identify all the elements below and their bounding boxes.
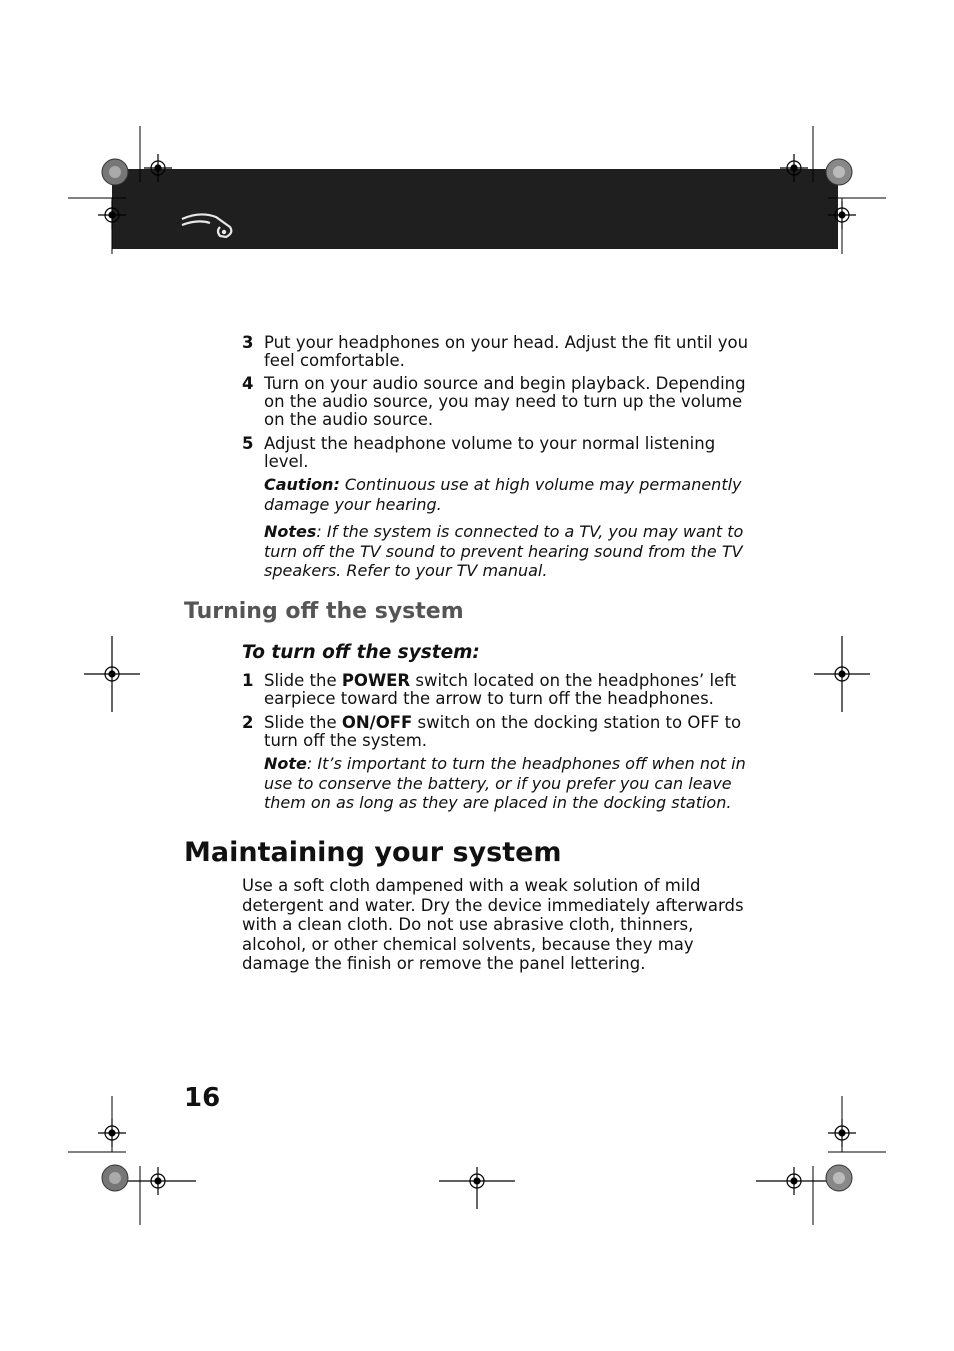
onoff-switch-label: ON/OFF xyxy=(341,713,413,732)
notes-note xyxy=(264,522,754,581)
step-text xyxy=(264,672,744,708)
page-number: 16 xyxy=(184,1083,221,1113)
step-text xyxy=(264,714,744,750)
step-text-pre: Slide the xyxy=(264,713,342,732)
step-number: 5 xyxy=(242,434,254,453)
main-heading: Maintaining your system xyxy=(184,837,562,868)
step-number: 4 xyxy=(242,374,254,393)
caution-label: Caution: xyxy=(264,475,340,494)
note-label: Note xyxy=(264,754,307,773)
power-switch-label: POWER xyxy=(341,671,411,690)
notes-label: Notes xyxy=(264,522,317,541)
caution-note xyxy=(264,475,754,514)
step-number: 3 xyxy=(242,333,254,352)
step-text-pre: Slide the xyxy=(264,671,342,690)
section-heading: Turning off the system xyxy=(184,599,464,624)
step-text: Adjust the headphone volume to your normal listening level. xyxy=(264,434,716,471)
step-text-post: switch on the docking station to OFF to turn off the system. xyxy=(264,713,742,750)
procedure-heading: To turn off the system: xyxy=(242,642,480,663)
step-number: 1 xyxy=(242,671,254,690)
note xyxy=(264,754,754,813)
notes-text: : If the system is connected to a TV, you may want to turn off the TV sound to prevent hearing sound from the TV speakers. Refer to your TV manual. xyxy=(264,522,744,580)
step-text-post: switch located on the headphones’ left earpiece toward the arrow to turn off the headphones. xyxy=(264,671,737,708)
note-text: : It’s important to turn the headphones off when not in use to conserve the battery, or if you prefer you can leave them on as long as they are placed in the docking station. xyxy=(264,754,746,812)
maintain-paragraph: Use a soft cloth dampened with a weak solution of mild detergent and water. Dry the device immediately afterwards with a clean cloth. Do not use abrasive cloth, thinners, alcohol, or other chemical solvents, because they may damage the finish or remove the panel lettering. xyxy=(242,876,744,973)
step-text: Turn on your audio source and begin playback. Depending on the audio source, you may need to turn up the volume on the audio source. xyxy=(264,374,746,429)
caution-text: Continuous use at high volume may permanently damage your hearing. xyxy=(264,475,742,514)
step-text: Put your headphones on your head. Adjust the fit until you feel comfortable. xyxy=(264,333,749,370)
step-number: 2 xyxy=(242,713,254,732)
